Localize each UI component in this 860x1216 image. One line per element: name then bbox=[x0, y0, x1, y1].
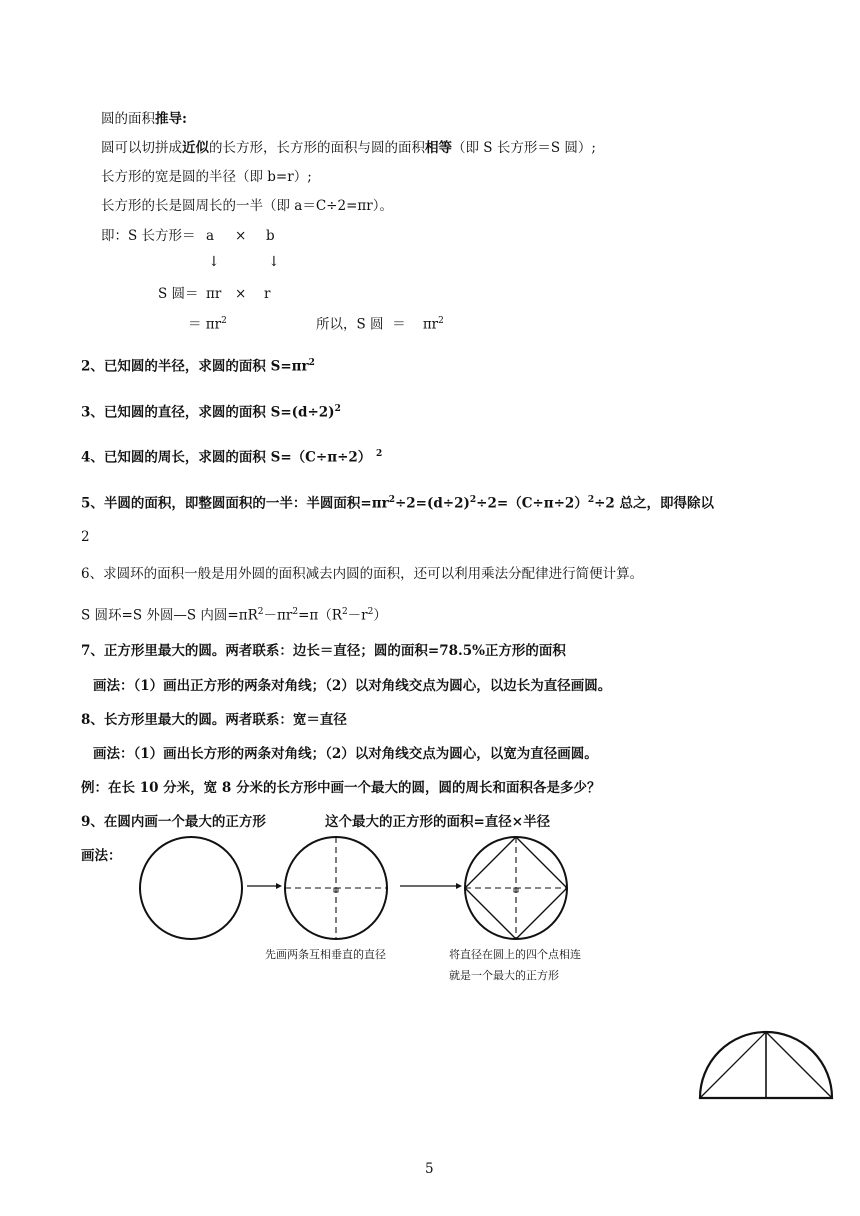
caption-step-2b: 就是一个最大的正方形 bbox=[449, 969, 559, 982]
item-8-method: 画法：（1）画出长方形的两条对角线；（2）以对角线交点为圆心，以宽为直径画圆。 bbox=[93, 746, 598, 762]
circle-with-inscribed-square bbox=[465, 837, 567, 939]
derivation-line-7: ＝ $\pi r^2$ bbox=[188, 316, 227, 333]
derivation-heading: 圆的面积推导: bbox=[101, 111, 187, 127]
item-6: 6、求圆环的面积一般是用外圆的面积减去内圆的面积，还可以利用乘法分配律进行简便计算。 bbox=[81, 566, 644, 582]
item-5: 5、半圆的面积，即整圆面积的一半：半圆面积$=\pi r^2\div 2=(d\div 2)^2\div 2=(C\div\pi\div 2)^2\div 2$ 总之，即得除以 bbox=[81, 495, 715, 512]
page-number: 5 bbox=[425, 1161, 434, 1177]
derivation-line-1: 圆可以切拼成近似的长方形，长方形的面积与圆的面积相等（即 S 长方形＝S 圆）; bbox=[101, 140, 596, 156]
item-3: 3、已知圆的直径，求圆的面积 $S=(d\div 2)^2$ bbox=[81, 404, 341, 421]
down-arrow-icon: ↓ bbox=[208, 254, 220, 270]
arrow-1 bbox=[247, 883, 282, 889]
item-7-method: 画法：（1）画出正方形的两条对角线；（2）以对角线交点为圆心，以边长为直径画圆。 bbox=[93, 678, 612, 694]
derivation-line-4: 即：S 长方形＝ bbox=[101, 228, 196, 244]
item-5-continued: 2 bbox=[81, 529, 90, 545]
var-b: b bbox=[266, 228, 275, 244]
derivation-line-2: 长方形的宽是圆的半径（即 b=r）; bbox=[101, 169, 312, 185]
item-9-method: 画法： bbox=[81, 848, 122, 864]
var-a: a bbox=[206, 228, 215, 244]
conclusion: 所以，S 圆 ＝ $\pi r^2$ bbox=[316, 316, 444, 333]
example: 例：在长 10 分米，宽 8 分米的长方形中画一个最大的圆，圆的周长和面积各是多少？ bbox=[81, 780, 601, 796]
times-sign: × bbox=[235, 286, 247, 302]
down-arrow-icon: ↓ bbox=[268, 254, 280, 270]
derivation-line-6: S 圆＝ bbox=[158, 286, 199, 302]
derivation-line-3: 长方形的长是圆周长的一半（即 a＝C÷2=πr）。 bbox=[101, 198, 393, 214]
item-9-formula: 这个最大的正方形的面积=直径×半径 bbox=[325, 814, 551, 830]
item-4: 4、已知圆的周长，求圆的面积 S=（C÷π÷2） $^2$ bbox=[81, 449, 383, 466]
item-7: 7、正方形里最大的圆。两者联系：边长＝直径；圆的面积=78.5%正方形的面积 bbox=[81, 643, 566, 659]
times-sign: × bbox=[235, 228, 247, 244]
plain-circle bbox=[140, 837, 242, 939]
caption-step-1: 先画两条互相垂直的直径 bbox=[265, 948, 386, 961]
item-8: 8、长方形里最大的圆。两者联系：宽＝直径 bbox=[81, 712, 347, 728]
item-2: 2、已知圆的半径，求圆的面积 $S=\pi r^2$ bbox=[81, 358, 315, 375]
arrow-2 bbox=[400, 883, 462, 889]
caption-step-2a: 将直径在圆上的四个点相连 bbox=[449, 948, 581, 961]
semicircle-with-triangle bbox=[700, 1032, 832, 1098]
ring-formula: S 圆环=S 外圆—S 内圆$=\pi R^2-\pi r^2=\pi(R^2-r^2)$ bbox=[81, 607, 387, 624]
pi-r: πr bbox=[206, 286, 222, 302]
circle-with-diameters bbox=[285, 837, 387, 939]
var-r: r bbox=[264, 286, 271, 302]
item-9: 9、在圆内画一个最大的正方形 bbox=[81, 814, 266, 830]
